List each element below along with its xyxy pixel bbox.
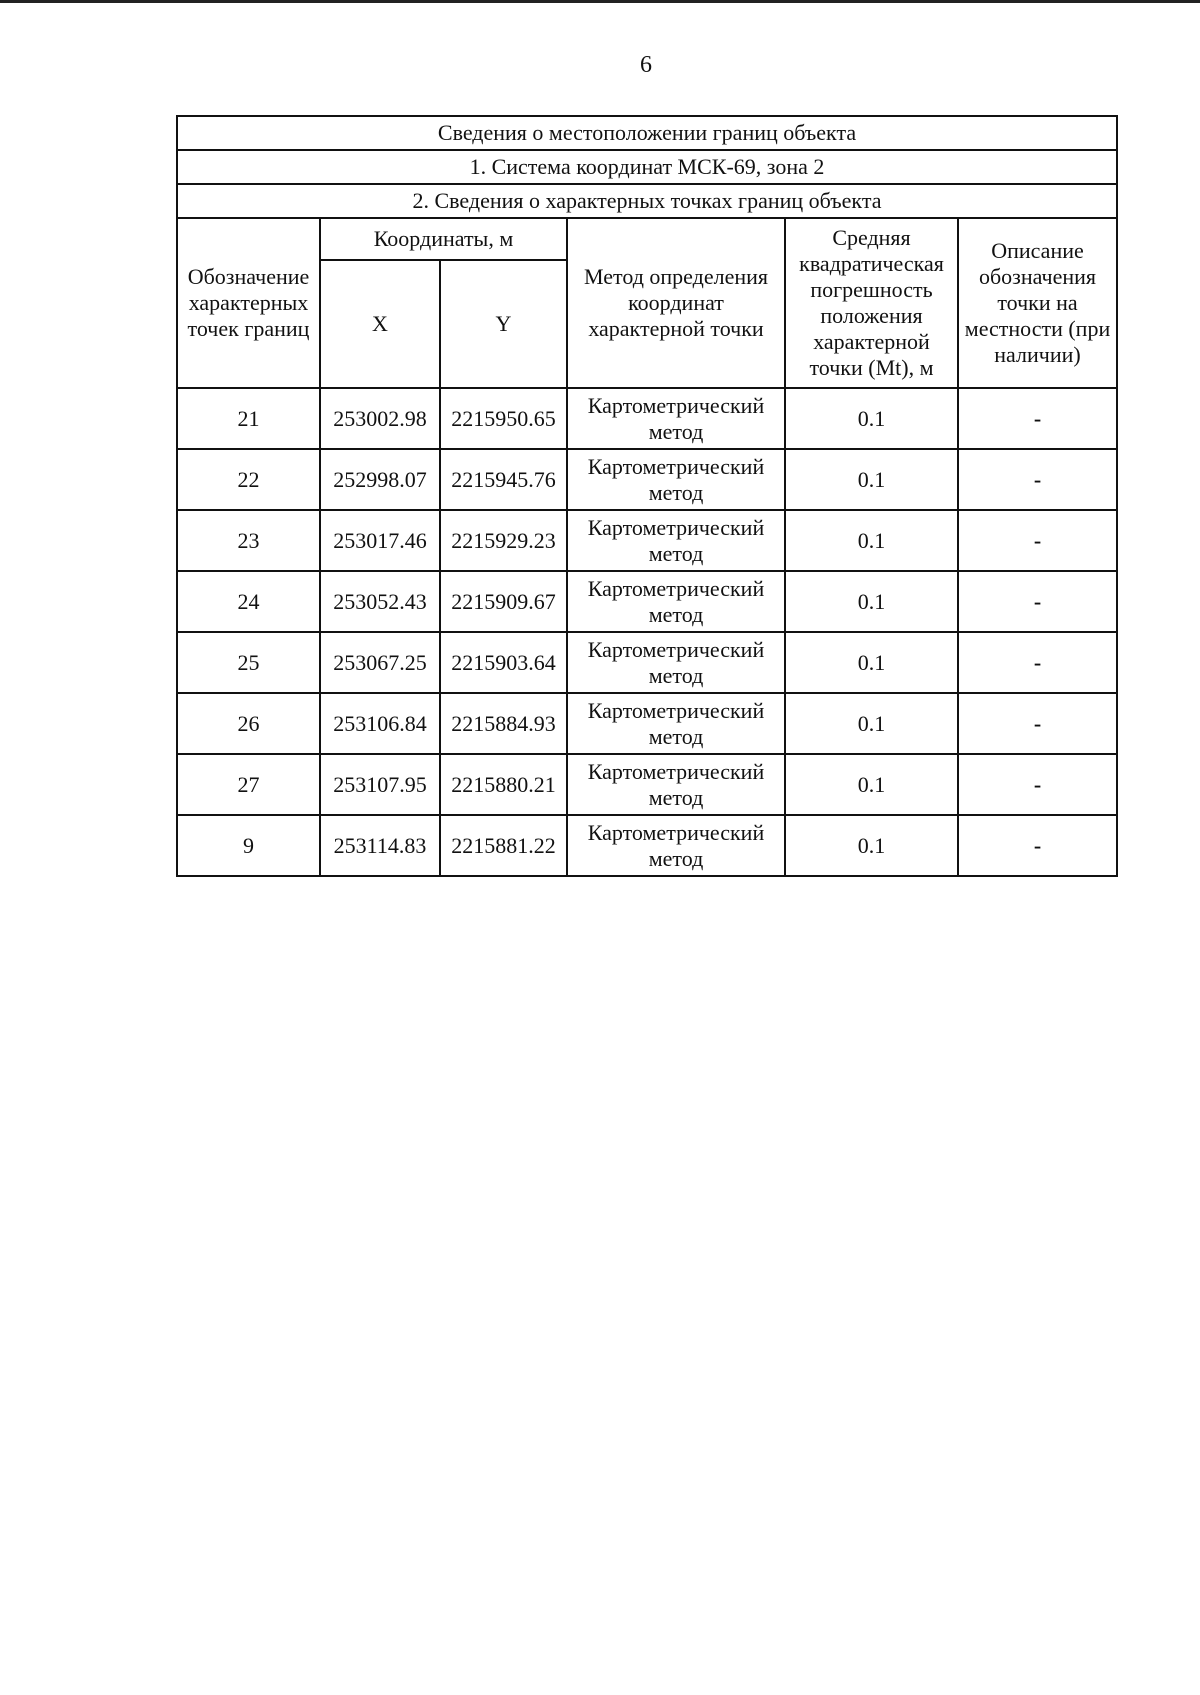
cell-method: Картометрический метод	[567, 449, 785, 510]
cell-method: Картометрический метод	[567, 571, 785, 632]
table-title: Сведения о местоположении границ объекта	[177, 116, 1117, 150]
table-row	[177, 388, 1117, 449]
header-point: Обозначение характерных точек границ	[177, 218, 320, 388]
cell-method: Картометрический метод	[567, 754, 785, 815]
cell-error: 0.1	[785, 693, 958, 754]
table-row	[177, 510, 1117, 571]
header-description: Описание обозначения точки на местности (при наличии)	[958, 218, 1117, 388]
cell-point: 25	[177, 632, 320, 693]
cell-y: 2215881.22	[440, 815, 567, 876]
table-row	[177, 449, 1117, 510]
page-top-edge	[0, 0, 1200, 3]
cell-description: -	[958, 449, 1117, 510]
cell-method: Картометрический метод	[567, 388, 785, 449]
cell-error: 0.1	[785, 510, 958, 571]
cell-y: 2215929.23	[440, 510, 567, 571]
cell-x: 253114.83	[320, 815, 440, 876]
cell-point: 27	[177, 754, 320, 815]
cell-point: 21	[177, 388, 320, 449]
cell-y: 2215950.65	[440, 388, 567, 449]
cell-method: Картометрический метод	[567, 815, 785, 876]
page-number: 6	[640, 52, 652, 78]
table-row	[177, 815, 1117, 876]
cell-point: 24	[177, 571, 320, 632]
cell-x: 253052.43	[320, 571, 440, 632]
cell-description: -	[958, 815, 1117, 876]
cell-method: Картометрический метод	[567, 632, 785, 693]
boundary-points-table	[176, 115, 1118, 877]
table-row	[177, 632, 1117, 693]
header-method: Метод определения координат характерной точки	[567, 218, 785, 388]
cell-x: 253017.46	[320, 510, 440, 571]
cell-y: 2215945.76	[440, 449, 567, 510]
cell-error: 0.1	[785, 815, 958, 876]
cell-point: 26	[177, 693, 320, 754]
cell-y: 2215909.67	[440, 571, 567, 632]
cell-method: Картометрический метод	[567, 510, 785, 571]
cell-error: 0.1	[785, 449, 958, 510]
cell-x: 252998.07	[320, 449, 440, 510]
cell-method: Картометрический метод	[567, 693, 785, 754]
section-title: 2. Сведения о характерных точках границ объекта	[177, 184, 1117, 218]
header-error: Средняя квадратическая погрешность положения характерной точки (Mt), м	[785, 218, 958, 388]
cell-description: -	[958, 510, 1117, 571]
cell-error: 0.1	[785, 388, 958, 449]
cell-description: -	[958, 388, 1117, 449]
cell-point: 9	[177, 815, 320, 876]
cell-x: 253067.25	[320, 632, 440, 693]
table-row	[177, 571, 1117, 632]
cell-error: 0.1	[785, 754, 958, 815]
cell-point: 22	[177, 449, 320, 510]
header-x: X	[320, 260, 440, 388]
cell-x: 253107.95	[320, 754, 440, 815]
table-row	[177, 693, 1117, 754]
cell-description: -	[958, 754, 1117, 815]
cell-point: 23	[177, 510, 320, 571]
cell-error: 0.1	[785, 571, 958, 632]
header-coordinates: Координаты, м	[320, 218, 567, 260]
cell-error: 0.1	[785, 632, 958, 693]
cell-description: -	[958, 571, 1117, 632]
table-row	[177, 754, 1117, 815]
cell-y: 2215903.64	[440, 632, 567, 693]
cell-description: -	[958, 693, 1117, 754]
cell-x: 253106.84	[320, 693, 440, 754]
cell-y: 2215884.93	[440, 693, 567, 754]
coordinate-system: 1. Система координат МСК-69, зона 2	[177, 150, 1117, 184]
cell-x: 253002.98	[320, 388, 440, 449]
header-y: Y	[440, 260, 567, 388]
cell-y: 2215880.21	[440, 754, 567, 815]
cell-description: -	[958, 632, 1117, 693]
